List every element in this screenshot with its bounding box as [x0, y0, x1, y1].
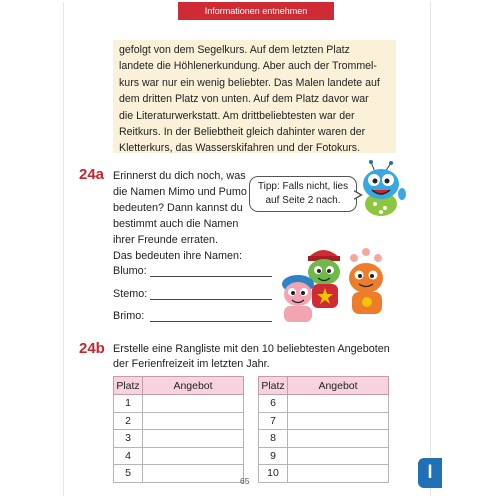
name-label-brimo: Brimo:	[113, 310, 145, 322]
column-header-offer: Angebot	[143, 377, 244, 395]
reading-text-line: gefolgt von dem Segelkurs. Auf dem letzten Platz	[119, 44, 350, 56]
exercise-24b-text	[113, 342, 403, 372]
offer-cell[interactable]	[143, 465, 244, 483]
exercise-text-line: bestimmt auch die Namen	[113, 218, 239, 230]
exercise-text-line: die Namen Mimo und Pumo	[113, 186, 247, 198]
reading-text-line: Reitkurs. In der Beliebtheit gleich dahinter waren der	[119, 126, 366, 139]
table-row	[259, 395, 389, 413]
table-row	[114, 430, 244, 448]
ranking-table-left	[113, 376, 244, 483]
column-header-place: Platz	[114, 377, 143, 395]
table-row	[259, 412, 389, 430]
section-header: Informationen entnehmen	[178, 2, 334, 20]
exercise-label-24a: 24a	[79, 166, 105, 183]
place-cell: 6	[259, 395, 288, 413]
place-cell: 9	[259, 447, 288, 465]
place-cell: 5	[114, 465, 143, 483]
place-cell: 2	[114, 412, 143, 430]
offer-cell[interactable]	[288, 395, 389, 413]
place-cell: 3	[114, 430, 143, 448]
name-label-blumo: Blumo:	[113, 265, 147, 277]
table-row	[114, 395, 244, 413]
place-cell: 7	[259, 412, 288, 430]
answer-line-blumo[interactable]	[150, 276, 272, 277]
table-row	[114, 447, 244, 465]
reading-text-box	[113, 40, 396, 153]
reading-text-line: Kletterkurs, das Wasserskifahren und der Fotokurs.	[119, 142, 361, 155]
reading-text-line: landete die Höhlenerkundung. Aber auch der Trommel-	[119, 60, 377, 73]
place-cell: 8	[259, 430, 288, 448]
exercise-text-line: Das bedeuten ihre Namen:	[113, 250, 243, 262]
offer-cell[interactable]	[288, 465, 389, 483]
reading-text-line: die Literaturwerkstatt. Am drittbeliebtesten war der	[119, 109, 355, 122]
answer-line-brimo[interactable]	[150, 321, 272, 322]
column-header-place: Platz	[259, 377, 288, 395]
exercise-label-24b: 24b	[79, 340, 105, 357]
page-number: 65	[240, 476, 250, 486]
name-label-stemo: Stemo:	[113, 288, 148, 300]
place-cell: 1	[114, 395, 143, 413]
offer-cell[interactable]	[143, 447, 244, 465]
exercise-text-line: bedeuten? Dann kannst du	[113, 202, 243, 214]
offer-cell[interactable]	[288, 430, 389, 448]
exercise-24a-text	[113, 168, 263, 264]
table-row	[259, 430, 389, 448]
tip-speech-bubble	[249, 176, 357, 212]
exercise-text-line: der Ferienfreizeit im letzten Jahr.	[113, 358, 270, 370]
reading-text-line: dem dritten Platz von unten. Auf dem Platz davor war	[119, 93, 369, 106]
exercise-text-line: Erstelle eine Rangliste mit den 10 beliebtesten Angeboten	[113, 343, 390, 355]
exercise-text-line: ihrer Freunde erraten.	[113, 234, 219, 246]
reading-text-line: kurs war nur ein wenig beliebter. Das Malen landete auf	[119, 76, 380, 89]
column-header-offer: Angebot	[288, 377, 389, 395]
chapter-tab: l	[418, 458, 442, 488]
offer-cell[interactable]	[288, 412, 389, 430]
table-row	[114, 465, 244, 483]
tip-text-line: Tipp: Falls nicht, lies	[257, 181, 349, 192]
tip-text-line: auf Seite 2 nach.	[265, 195, 341, 206]
table-row	[259, 465, 389, 483]
offer-cell[interactable]	[288, 447, 389, 465]
table-row	[259, 447, 389, 465]
place-cell: 10	[259, 465, 288, 483]
blue-monster-illustration	[355, 160, 407, 218]
place-cell: 4	[114, 447, 143, 465]
monster-friends-illustration	[278, 240, 398, 328]
offer-cell[interactable]	[143, 430, 244, 448]
offer-cell[interactable]	[143, 395, 244, 413]
ranking-table-right	[258, 376, 389, 483]
offer-cell[interactable]	[143, 412, 244, 430]
exercise-text-line: Erinnerst du dich noch, was	[113, 170, 246, 182]
table-row	[114, 412, 244, 430]
answer-line-stemo[interactable]	[150, 299, 272, 300]
